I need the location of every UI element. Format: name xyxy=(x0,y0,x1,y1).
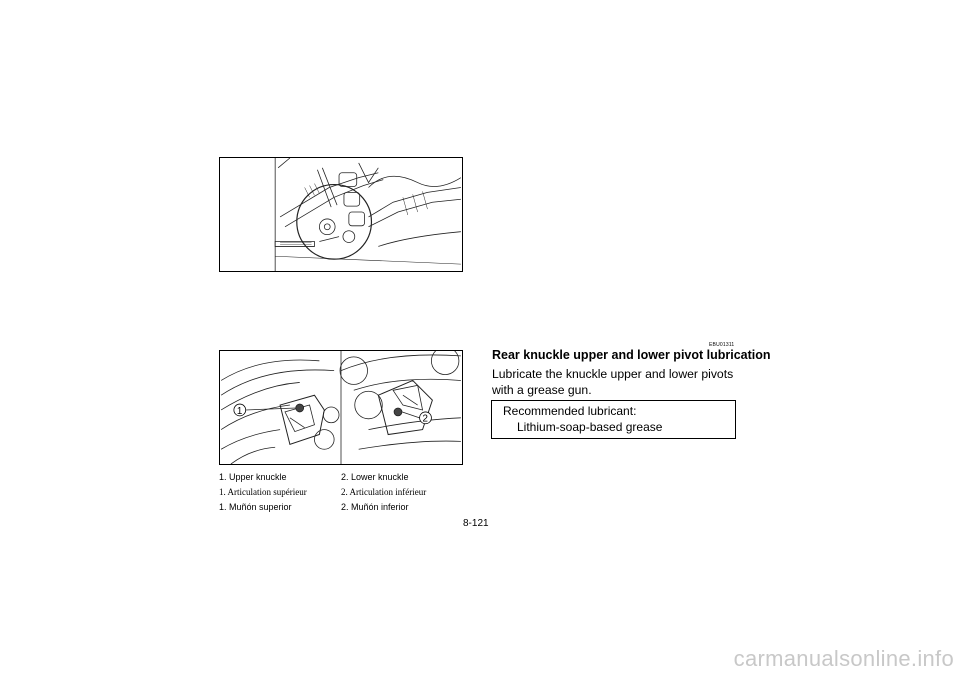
watermark-text: carmanualsonline.info xyxy=(733,646,954,671)
figure-captions xyxy=(219,469,469,514)
illustration-knuckle-pivots xyxy=(219,350,463,465)
section-body: Lubricate the knuckle upper and lower pivots with a grease gun. xyxy=(492,367,734,397)
caption-fr-2: 2. Articulation inférieur xyxy=(341,486,427,497)
lubricant-value: Lithium-soap-based grease xyxy=(517,420,663,434)
section-title: Rear knuckle upper and lower pivot lubrication xyxy=(492,348,771,362)
section-code: EBU01311 xyxy=(709,342,735,348)
caption-en-2: 2. Lower knuckle xyxy=(341,471,409,482)
figure-label-2: 2 xyxy=(422,413,429,425)
caption-row-es xyxy=(219,499,469,514)
figure-label-1: 1 xyxy=(236,405,243,417)
knuckle-drawing xyxy=(220,351,462,464)
caption-fr-1: 1. Articulation supérieur xyxy=(219,486,307,497)
lubricant-label: Recommended lubricant: xyxy=(503,404,637,418)
caption-row-en xyxy=(219,469,469,484)
lubricant-box xyxy=(491,400,736,439)
caption-row-fr xyxy=(219,484,469,499)
page-number: 8-121 xyxy=(463,518,489,529)
caption-es-2: 2. Muñón inferior xyxy=(341,501,409,512)
caption-en-1: 1. Upper knuckle xyxy=(219,471,287,482)
illustration-suspension-overview xyxy=(219,157,463,272)
caption-es-1: 1. Muñón superior xyxy=(219,501,292,512)
suspension-drawing xyxy=(220,158,462,271)
